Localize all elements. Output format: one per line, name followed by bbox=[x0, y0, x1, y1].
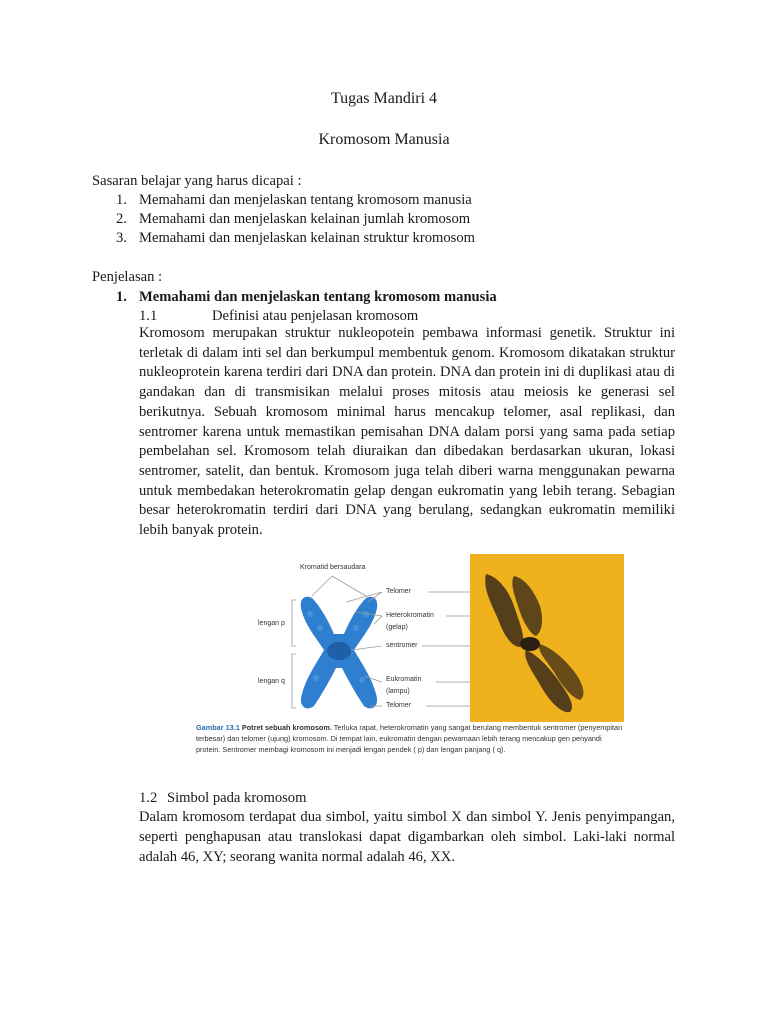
definition-paragraph: Kromosom merupakan struktur nukleopotein pembawa informasi genetik. Struktur ini terletak di dalam inti sel dan berkumpul membentuk genom. Kromosom dikatakan struktur nukleoprotein karena terdiri dari DNA dan protein. DNA dan protein ini di duplikasi atau di gandakan dan di transmisikan melalui proses mitosis atau meiosis ke generasi sel berikutnya. Sebuah kromosom minimal harus mencakup telomer, asal replikasi, dan sentromer karena untuk memastikan pemisahan DNA dalam porsi yang sama pada setiap pembelahan sel. Kromosom telah diuraikan dan dibedakan berdasarkan ukuran, lokasi sentromer, satelit, dan bentuk. Kromosom juga telah diberi warna menggunakan pewarna untuk membedakan heterokromatin gelap dengan eukromatin yang lebih terang. Sebagian besar heterokromatin terdiri dari DNA yang berulang, sedangkan eukromatin memiliki lebih banyak protein. bbox=[139, 325, 675, 539]
list-number: 3. bbox=[116, 230, 127, 246]
list-text: Memahami dan menjelaskan kelainan struktur kromosom bbox=[139, 230, 475, 246]
objective-item-2 bbox=[116, 210, 470, 228]
label-telomer-top: Telomer bbox=[386, 588, 411, 595]
chromosome-diagram bbox=[196, 554, 624, 724]
caption-text: Terluka rapat, heterokromatin yang sangat berulang membentuk sentromer (penyempitan terbesar) dan telomer (ujung) kromosom. Di tempat lain, eukromatin dengan pewarnaan lebih terang mencakup gen penyandi protein. Sentromer membagi kromosom ini menjadi lengan pendek ( p) dan lengan panjang ( q). bbox=[196, 723, 623, 754]
subsection-number: 1.2 bbox=[139, 790, 158, 806]
chromosome-micrograph bbox=[470, 554, 624, 722]
caption-label: Gambar 13.1 bbox=[196, 723, 240, 732]
chromosome-figure bbox=[196, 554, 624, 766]
subsection-1-2-heading bbox=[139, 789, 306, 807]
subsection-number: 1.1 bbox=[139, 308, 158, 324]
label-euchromatin-note: (lampu) bbox=[386, 688, 410, 695]
section-1-heading bbox=[116, 288, 497, 306]
label-sister-chromatids: Kromatid bersaudara bbox=[300, 564, 366, 571]
explanation-heading: Penjelasan : bbox=[92, 269, 163, 285]
list-number: 1. bbox=[116, 192, 127, 208]
label-centromere: sentromer bbox=[386, 642, 418, 649]
section-title: Memahami dan menjelaskan tentang kromosom manusia bbox=[139, 289, 497, 305]
symbols-paragraph: Dalam kromosom terdapat dua simbol, yaitu simbol X dan simbol Y. Jenis penyimpangan, seperti penghapusan atau translokasi dapat digambarkan oleh simbol. Laki-laki normal adalah 46, XY; seorang wanita normal adalah 46, XX. bbox=[139, 809, 675, 865]
document-title: Tugas Mandiri 4 bbox=[330, 90, 438, 107]
label-arm-q: lengan q bbox=[258, 678, 285, 685]
label-euchromatin: Eukromatin bbox=[386, 676, 422, 683]
list-text: Memahami dan menjelaskan tentang kromosom manusia bbox=[139, 192, 472, 208]
objective-item-1 bbox=[116, 191, 472, 209]
label-telomer-bottom: Telomer bbox=[386, 702, 411, 709]
subsection-1-1-heading bbox=[139, 307, 418, 325]
label-heterochromatin: Heterokromatin bbox=[386, 612, 434, 619]
label-arm-p: lengan p bbox=[258, 620, 285, 627]
subsection-title: Definisi atau penjelasan kromosom bbox=[212, 308, 419, 324]
figure-caption bbox=[196, 722, 626, 755]
document-subtitle: Kromosom Manusia bbox=[318, 131, 450, 148]
caption-title: Potret sebuah kromosom. bbox=[241, 723, 332, 732]
list-text: Memahami dan menjelaskan kelainan jumlah kromosom bbox=[139, 211, 471, 227]
section-number: 1. bbox=[116, 289, 127, 305]
label-heterochromatin-note: (gelap) bbox=[386, 624, 408, 631]
objectives-heading: Sasaran belajar yang harus dicapai : bbox=[92, 173, 302, 189]
objective-item-3 bbox=[116, 229, 475, 247]
subsection-title: Simbol pada kromosom bbox=[167, 790, 307, 806]
list-number: 2. bbox=[116, 211, 127, 227]
